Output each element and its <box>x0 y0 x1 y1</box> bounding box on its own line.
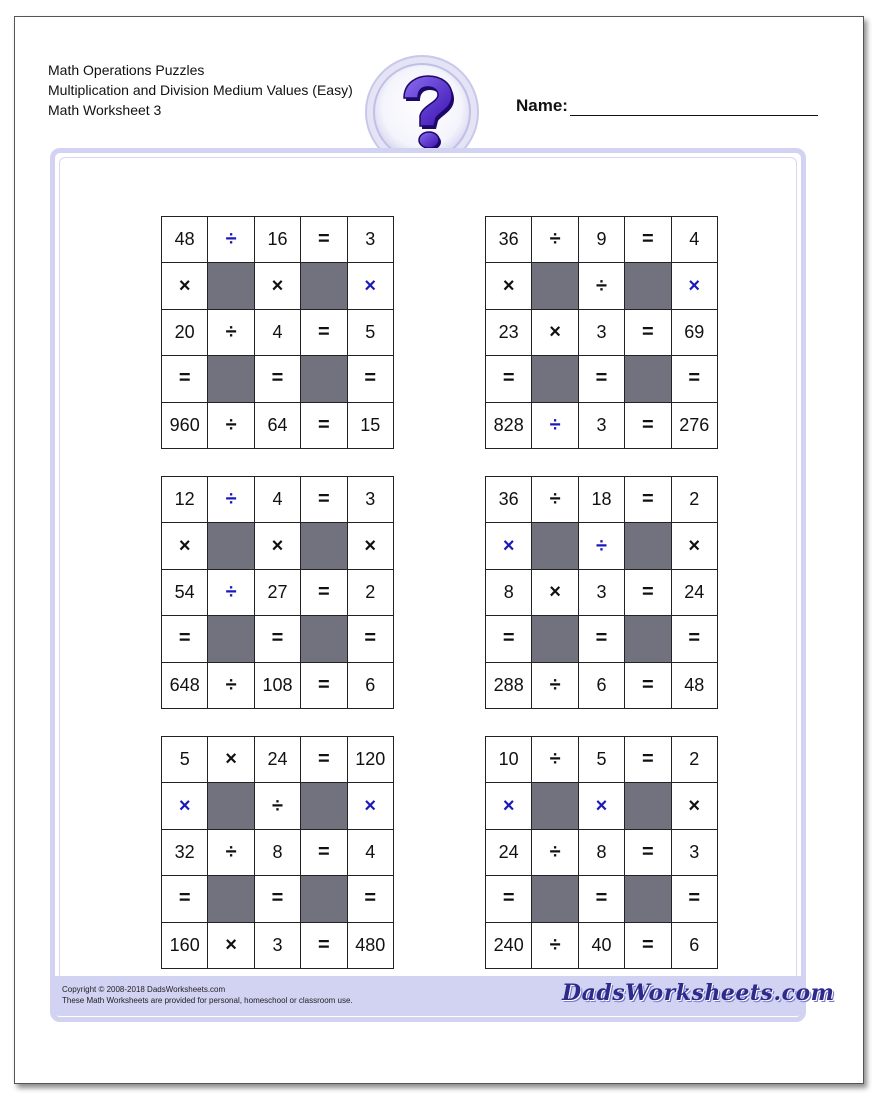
operator-cell: = <box>486 616 531 661</box>
number-cell: 3 <box>348 477 393 522</box>
name-field[interactable] <box>516 96 818 116</box>
operator-cell: = <box>301 477 346 522</box>
worksheet-title: Math Operations Puzzles <box>48 62 205 78</box>
number-cell: 24 <box>672 570 717 615</box>
operator-cell: = <box>625 663 670 708</box>
operator-cell: = <box>672 876 717 921</box>
operator-cell: ÷ <box>208 663 253 708</box>
operator-cell: × <box>208 737 253 782</box>
number-cell: 10 <box>486 737 531 782</box>
number-cell: 4 <box>255 477 300 522</box>
blocked-cell <box>208 616 253 661</box>
blocked-cell <box>208 263 253 308</box>
number-cell: 23 <box>486 310 531 355</box>
number-cell: 36 <box>486 477 531 522</box>
number-cell: 3 <box>255 923 300 968</box>
number-cell: 8 <box>255 830 300 875</box>
number-cell: 2 <box>672 477 717 522</box>
blocked-cell <box>532 783 577 828</box>
number-cell: 18 <box>579 477 624 522</box>
operator-cell: ÷ <box>208 403 253 448</box>
operator-cell: ÷ <box>532 403 577 448</box>
number-cell: 69 <box>672 310 717 355</box>
number-cell: 8 <box>486 570 531 615</box>
operator-cell: = <box>348 876 393 921</box>
number-cell: 828 <box>486 403 531 448</box>
number-cell: 2 <box>348 570 393 615</box>
operator-cell: ÷ <box>579 263 624 308</box>
operator-cell: = <box>486 356 531 401</box>
copyright-text: Copyright © 2008-2018 DadsWorksheets.com <box>62 985 226 994</box>
operator-cell: = <box>625 477 670 522</box>
number-cell: 240 <box>486 923 531 968</box>
blocked-cell <box>301 356 346 401</box>
blocked-cell <box>625 616 670 661</box>
operator-cell: = <box>579 616 624 661</box>
number-cell: 6 <box>348 663 393 708</box>
operator-cell: × <box>162 263 207 308</box>
operator-cell: = <box>625 217 670 262</box>
operator-cell: × <box>348 263 393 308</box>
operator-cell: = <box>162 876 207 921</box>
operator-cell: ÷ <box>532 737 577 782</box>
number-cell: 32 <box>162 830 207 875</box>
blocked-cell <box>301 263 346 308</box>
brand-logo: DadsWorksheets.com <box>562 980 835 1006</box>
number-cell: 40 <box>579 923 624 968</box>
number-cell: 2 <box>672 737 717 782</box>
operator-cell: = <box>672 616 717 661</box>
usage-notice: These Math Worksheets are provided for personal, homeschool or classroom use. <box>62 996 353 1005</box>
operator-cell: ÷ <box>255 783 300 828</box>
number-cell: 648 <box>162 663 207 708</box>
number-cell: 6 <box>672 923 717 968</box>
blocked-cell <box>208 876 253 921</box>
number-cell: 3 <box>579 403 624 448</box>
puzzle-grid-1 <box>161 216 394 449</box>
operator-cell: × <box>672 523 717 568</box>
puzzle-grid-5 <box>161 736 394 969</box>
operator-cell: × <box>348 783 393 828</box>
number-cell: 6 <box>579 663 624 708</box>
number-cell: 24 <box>486 830 531 875</box>
operator-cell: × <box>255 263 300 308</box>
operator-cell: = <box>162 356 207 401</box>
number-cell: 36 <box>486 217 531 262</box>
operator-cell: ÷ <box>208 477 253 522</box>
operator-cell: × <box>486 263 531 308</box>
operator-cell: × <box>208 923 253 968</box>
operator-cell: = <box>301 737 346 782</box>
operator-cell: = <box>348 616 393 661</box>
operator-cell: × <box>672 263 717 308</box>
operator-cell: × <box>486 783 531 828</box>
operator-cell: = <box>625 830 670 875</box>
puzzle-grid-2 <box>485 216 718 449</box>
operator-cell: × <box>162 523 207 568</box>
operator-cell: = <box>625 570 670 615</box>
operator-cell: ÷ <box>208 217 253 262</box>
blocked-cell <box>208 356 253 401</box>
blocked-cell <box>301 616 346 661</box>
number-cell: 15 <box>348 403 393 448</box>
blocked-cell <box>625 263 670 308</box>
operator-cell: ÷ <box>532 830 577 875</box>
operator-cell: = <box>301 217 346 262</box>
puzzle-grid-4 <box>485 476 718 709</box>
blocked-cell <box>532 616 577 661</box>
operator-cell: = <box>301 663 346 708</box>
blocked-cell <box>625 876 670 921</box>
operator-cell: = <box>672 356 717 401</box>
puzzle-grid-3 <box>161 476 394 709</box>
operator-cell: × <box>348 523 393 568</box>
operator-cell: = <box>301 923 346 968</box>
worksheet-number: Math Worksheet 3 <box>48 102 162 118</box>
blocked-cell <box>301 783 346 828</box>
number-cell: 8 <box>579 830 624 875</box>
number-cell: 160 <box>162 923 207 968</box>
number-cell: 48 <box>672 663 717 708</box>
number-cell: 5 <box>348 310 393 355</box>
operator-cell: ÷ <box>532 217 577 262</box>
blocked-cell <box>532 356 577 401</box>
number-cell: 48 <box>162 217 207 262</box>
number-cell: 5 <box>579 737 624 782</box>
number-cell: 5 <box>162 737 207 782</box>
operator-cell: ÷ <box>208 830 253 875</box>
puzzle-grid-6 <box>485 736 718 969</box>
number-cell: 12 <box>162 477 207 522</box>
operator-cell: ÷ <box>532 923 577 968</box>
number-cell: 4 <box>255 310 300 355</box>
operator-cell: = <box>301 403 346 448</box>
operator-cell: × <box>672 783 717 828</box>
operator-cell: × <box>532 570 577 615</box>
blocked-cell <box>208 783 253 828</box>
operator-cell: = <box>301 570 346 615</box>
blocked-cell <box>532 876 577 921</box>
number-cell: 54 <box>162 570 207 615</box>
blocked-cell <box>625 523 670 568</box>
number-cell: 480 <box>348 923 393 968</box>
operator-cell: × <box>255 523 300 568</box>
blocked-cell <box>532 263 577 308</box>
number-cell: 4 <box>348 830 393 875</box>
operator-cell: × <box>162 783 207 828</box>
blocked-cell <box>625 356 670 401</box>
number-cell: 24 <box>255 737 300 782</box>
operator-cell: = <box>579 876 624 921</box>
operator-cell: × <box>579 783 624 828</box>
operator-cell: = <box>301 830 346 875</box>
blocked-cell <box>532 523 577 568</box>
number-cell: 3 <box>579 570 624 615</box>
number-cell: 276 <box>672 403 717 448</box>
operator-cell: = <box>348 356 393 401</box>
number-cell: 16 <box>255 217 300 262</box>
operator-cell: = <box>255 876 300 921</box>
operator-cell: = <box>255 356 300 401</box>
number-cell: 960 <box>162 403 207 448</box>
operator-cell: × <box>532 310 577 355</box>
operator-cell: = <box>162 616 207 661</box>
number-cell: 20 <box>162 310 207 355</box>
operator-cell: ÷ <box>579 523 624 568</box>
number-cell: 64 <box>255 403 300 448</box>
worksheet-header <box>48 60 353 120</box>
operator-cell: = <box>625 310 670 355</box>
number-cell: 3 <box>348 217 393 262</box>
operator-cell: = <box>255 616 300 661</box>
operator-cell: ÷ <box>208 310 253 355</box>
blocked-cell <box>301 876 346 921</box>
number-cell: 3 <box>672 830 717 875</box>
number-cell: 108 <box>255 663 300 708</box>
worksheet-subtitle: Multiplication and Division Medium Values (Easy) <box>48 82 353 98</box>
number-cell: 4 <box>672 217 717 262</box>
operator-cell: ÷ <box>532 663 577 708</box>
operator-cell: = <box>301 310 346 355</box>
number-cell: 27 <box>255 570 300 615</box>
operator-cell: = <box>625 737 670 782</box>
footer <box>62 984 353 1006</box>
operator-cell: ÷ <box>532 477 577 522</box>
blocked-cell <box>208 523 253 568</box>
operator-cell: = <box>625 923 670 968</box>
number-cell: 288 <box>486 663 531 708</box>
operator-cell: = <box>486 876 531 921</box>
operator-cell: = <box>579 356 624 401</box>
name-line[interactable] <box>570 97 818 116</box>
number-cell: 120 <box>348 737 393 782</box>
operator-cell: ÷ <box>208 570 253 615</box>
operator-cell: = <box>625 403 670 448</box>
name-label: Name: <box>516 96 568 115</box>
blocked-cell <box>301 523 346 568</box>
blocked-cell <box>625 783 670 828</box>
number-cell: 9 <box>579 217 624 262</box>
number-cell: 3 <box>579 310 624 355</box>
operator-cell: × <box>486 523 531 568</box>
